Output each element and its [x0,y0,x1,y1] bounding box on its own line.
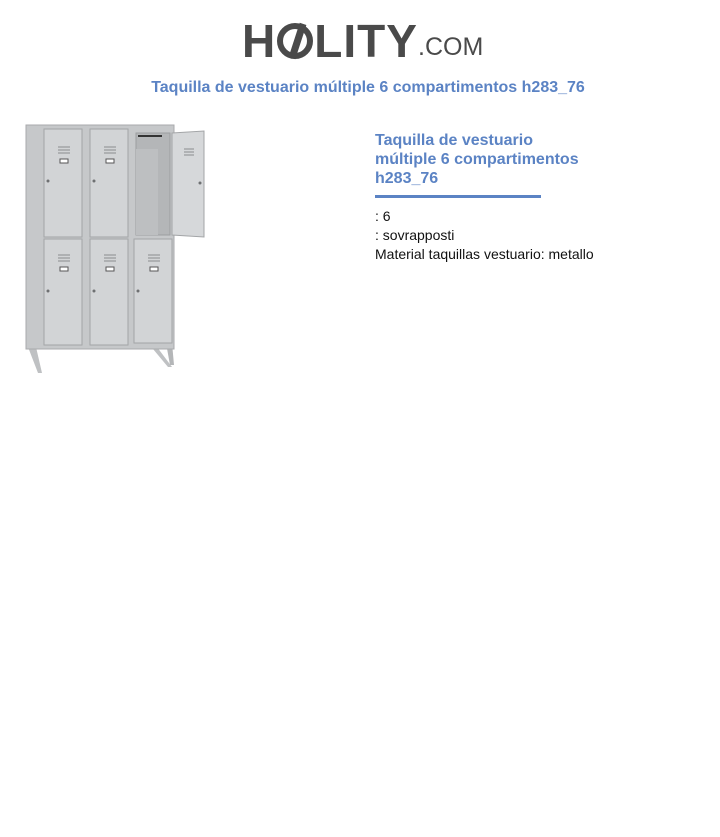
product-name: Taquilla de vestuario múltiple 6 compartimentos h283_76 [375,132,579,187]
logo-o-mark [277,23,313,59]
product-image[interactable] [22,121,212,379]
page-title: Taquilla de vestuario múltiple 6 compartimentos h283_76 [151,79,585,96]
logo-letters: LITY [314,15,418,67]
logo-wordmark [242,15,418,67]
spec-compartments: : 6 [375,208,391,224]
spec-material: Material taquillas vestuario: metallo [375,246,594,262]
logo-letter-h: H [242,15,277,67]
logo-domain: .COM [418,33,484,61]
product-info [375,131,695,264]
spec-arrangement: : sovrapposti [375,227,455,243]
title-underline [375,195,541,198]
site-logo[interactable] [242,10,482,70]
